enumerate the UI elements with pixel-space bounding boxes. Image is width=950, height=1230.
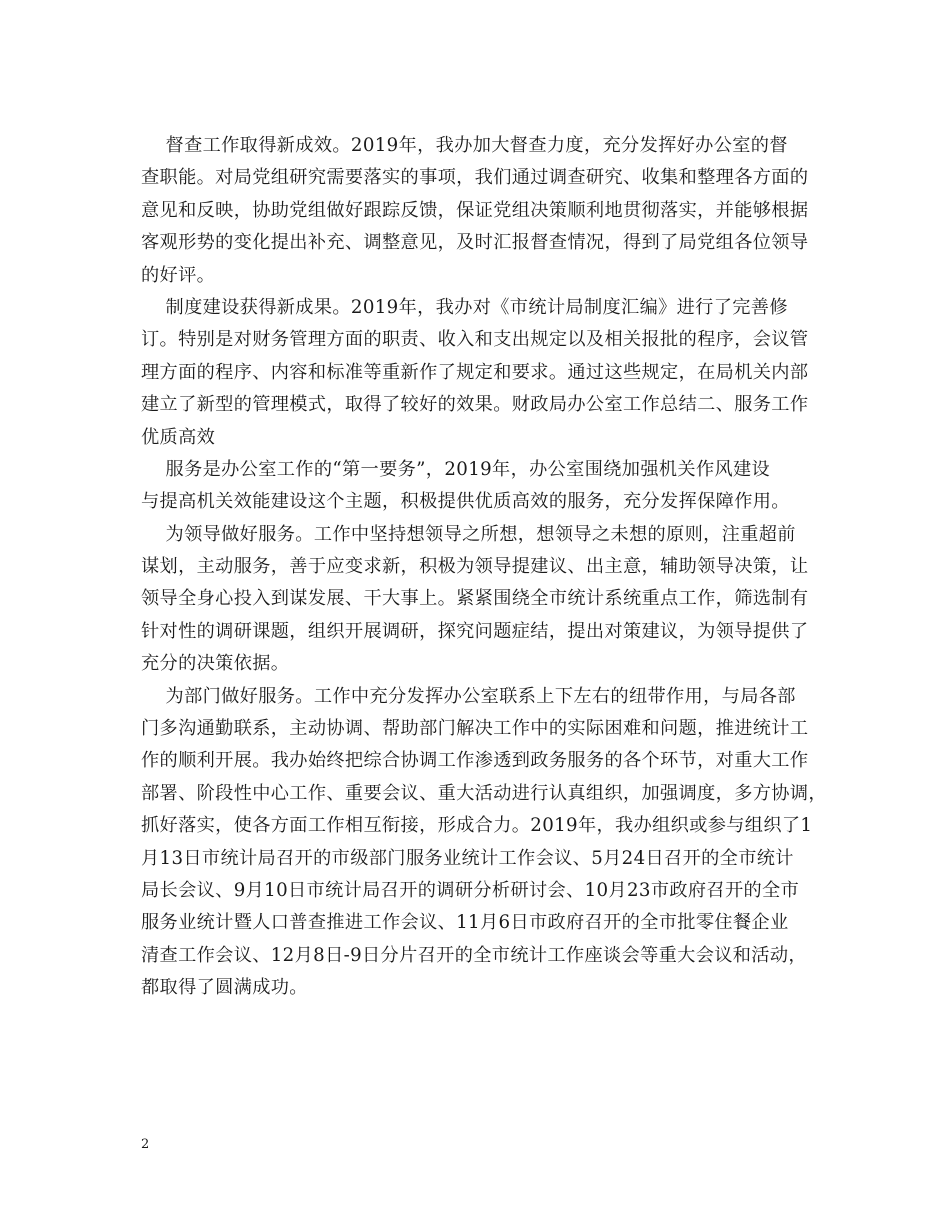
text-line: 谋划，主动服务，善于应变求新，积极为领导提建议、出主意，辅助领导决策，让 bbox=[141, 556, 809, 578]
text-line: 理方面的程序、内容和标准等重新作了规定和要求。通过这些规定，在局机关内部 bbox=[141, 361, 809, 383]
text-line: 都取得了圆满成功。 bbox=[141, 977, 308, 999]
text-line: 订。特别是对财务管理方面的职责、收入和支出规定以及相关报批的程序，会议管 bbox=[141, 329, 809, 351]
text-line: 的好评。 bbox=[141, 264, 216, 286]
text-line: 部署、阶段性中心工作、重要会议、重大活动进行认真组织，加强调度，多方协调， bbox=[141, 782, 827, 804]
text-line: 督查工作取得新成效。2019年，我办加大督查力度，充分发挥好办公室的督 bbox=[141, 135, 788, 156]
text-line: 服务业统计暨人口普查推进工作会议、11月6日市政府召开的全市批零住餐企业 bbox=[141, 912, 789, 934]
text-line: 月13日市统计局召开的市级部门服务业统计工作会议、5月24日召开的全市统计 bbox=[141, 847, 794, 869]
text-line: 建立了新型的管理模式，取得了较好的效果。财政局办公室工作总结二、服务工作 bbox=[141, 394, 809, 416]
text-line: 服务是办公室工作的“第一要务”，2019年，办公室围绕加强机关作风建设 bbox=[141, 458, 771, 480]
text-line: 领导全身心投入到谋发展、干大事上。紧紧围绕全市统计系统重点工作，筛选制有 bbox=[141, 588, 809, 610]
text-line: 查职能。对局党组研究需要落实的事项，我们通过调查研究、收集和整理各方面的 bbox=[141, 167, 809, 189]
text-line: 客观形势的变化提出补充、调整意见，及时汇报督查情况，得到了局党组各位领导 bbox=[141, 232, 809, 254]
text-line: 意见和反映，协助党组做好跟踪反馈，保证党组决策顺利地贯彻落实，并能够根据 bbox=[141, 199, 809, 221]
body-text bbox=[141, 130, 827, 1005]
page-number: 2 bbox=[141, 1137, 150, 1152]
text-line: 抓好落实，使各方面工作相互衔接，形成合力。2019年，我办组织或参与组织了1 bbox=[141, 815, 813, 837]
text-line: 作的顺利开展。我办始终把综合协调工作渗透到政务服务的各个环节，对重大工作 bbox=[141, 750, 809, 772]
text-line: 为部门做好服务。工作中充分发挥办公室联系上下左右的纽带作用，与局各部 bbox=[141, 685, 796, 707]
text-line: 清查工作会议、12月8日-9日分片召开的全市统计工作座谈会等重大会议和活动， bbox=[141, 944, 807, 966]
text-line: 局长会议、9月10日市统计局召开的调研分析研讨会、10月23市政府召开的全市 bbox=[141, 879, 800, 901]
text-line: 门多沟通勤联系，主动协调、帮助部门解决工作中的实际困难和问题，推进统计工 bbox=[141, 718, 809, 740]
text-line: 优质高效 bbox=[141, 426, 216, 448]
text-line: 为领导做好服务。工作中坚持想领导之所想，想领导之未想的原则，注重超前 bbox=[141, 523, 796, 545]
text-line: 制度建设获得新成果。2019年，我办对《市统计局制度汇编》进行了完善修 bbox=[141, 296, 788, 318]
text-line: 针对性的调研课题，组织开展调研，探究问题症结，提出对策建议，为领导提供了 bbox=[141, 620, 809, 642]
text-line: 充分的决策依据。 bbox=[141, 653, 290, 675]
text-line: 与提高机关效能建设这个主题，积极提供优质高效的服务，充分发挥保障作用。 bbox=[141, 491, 790, 513]
